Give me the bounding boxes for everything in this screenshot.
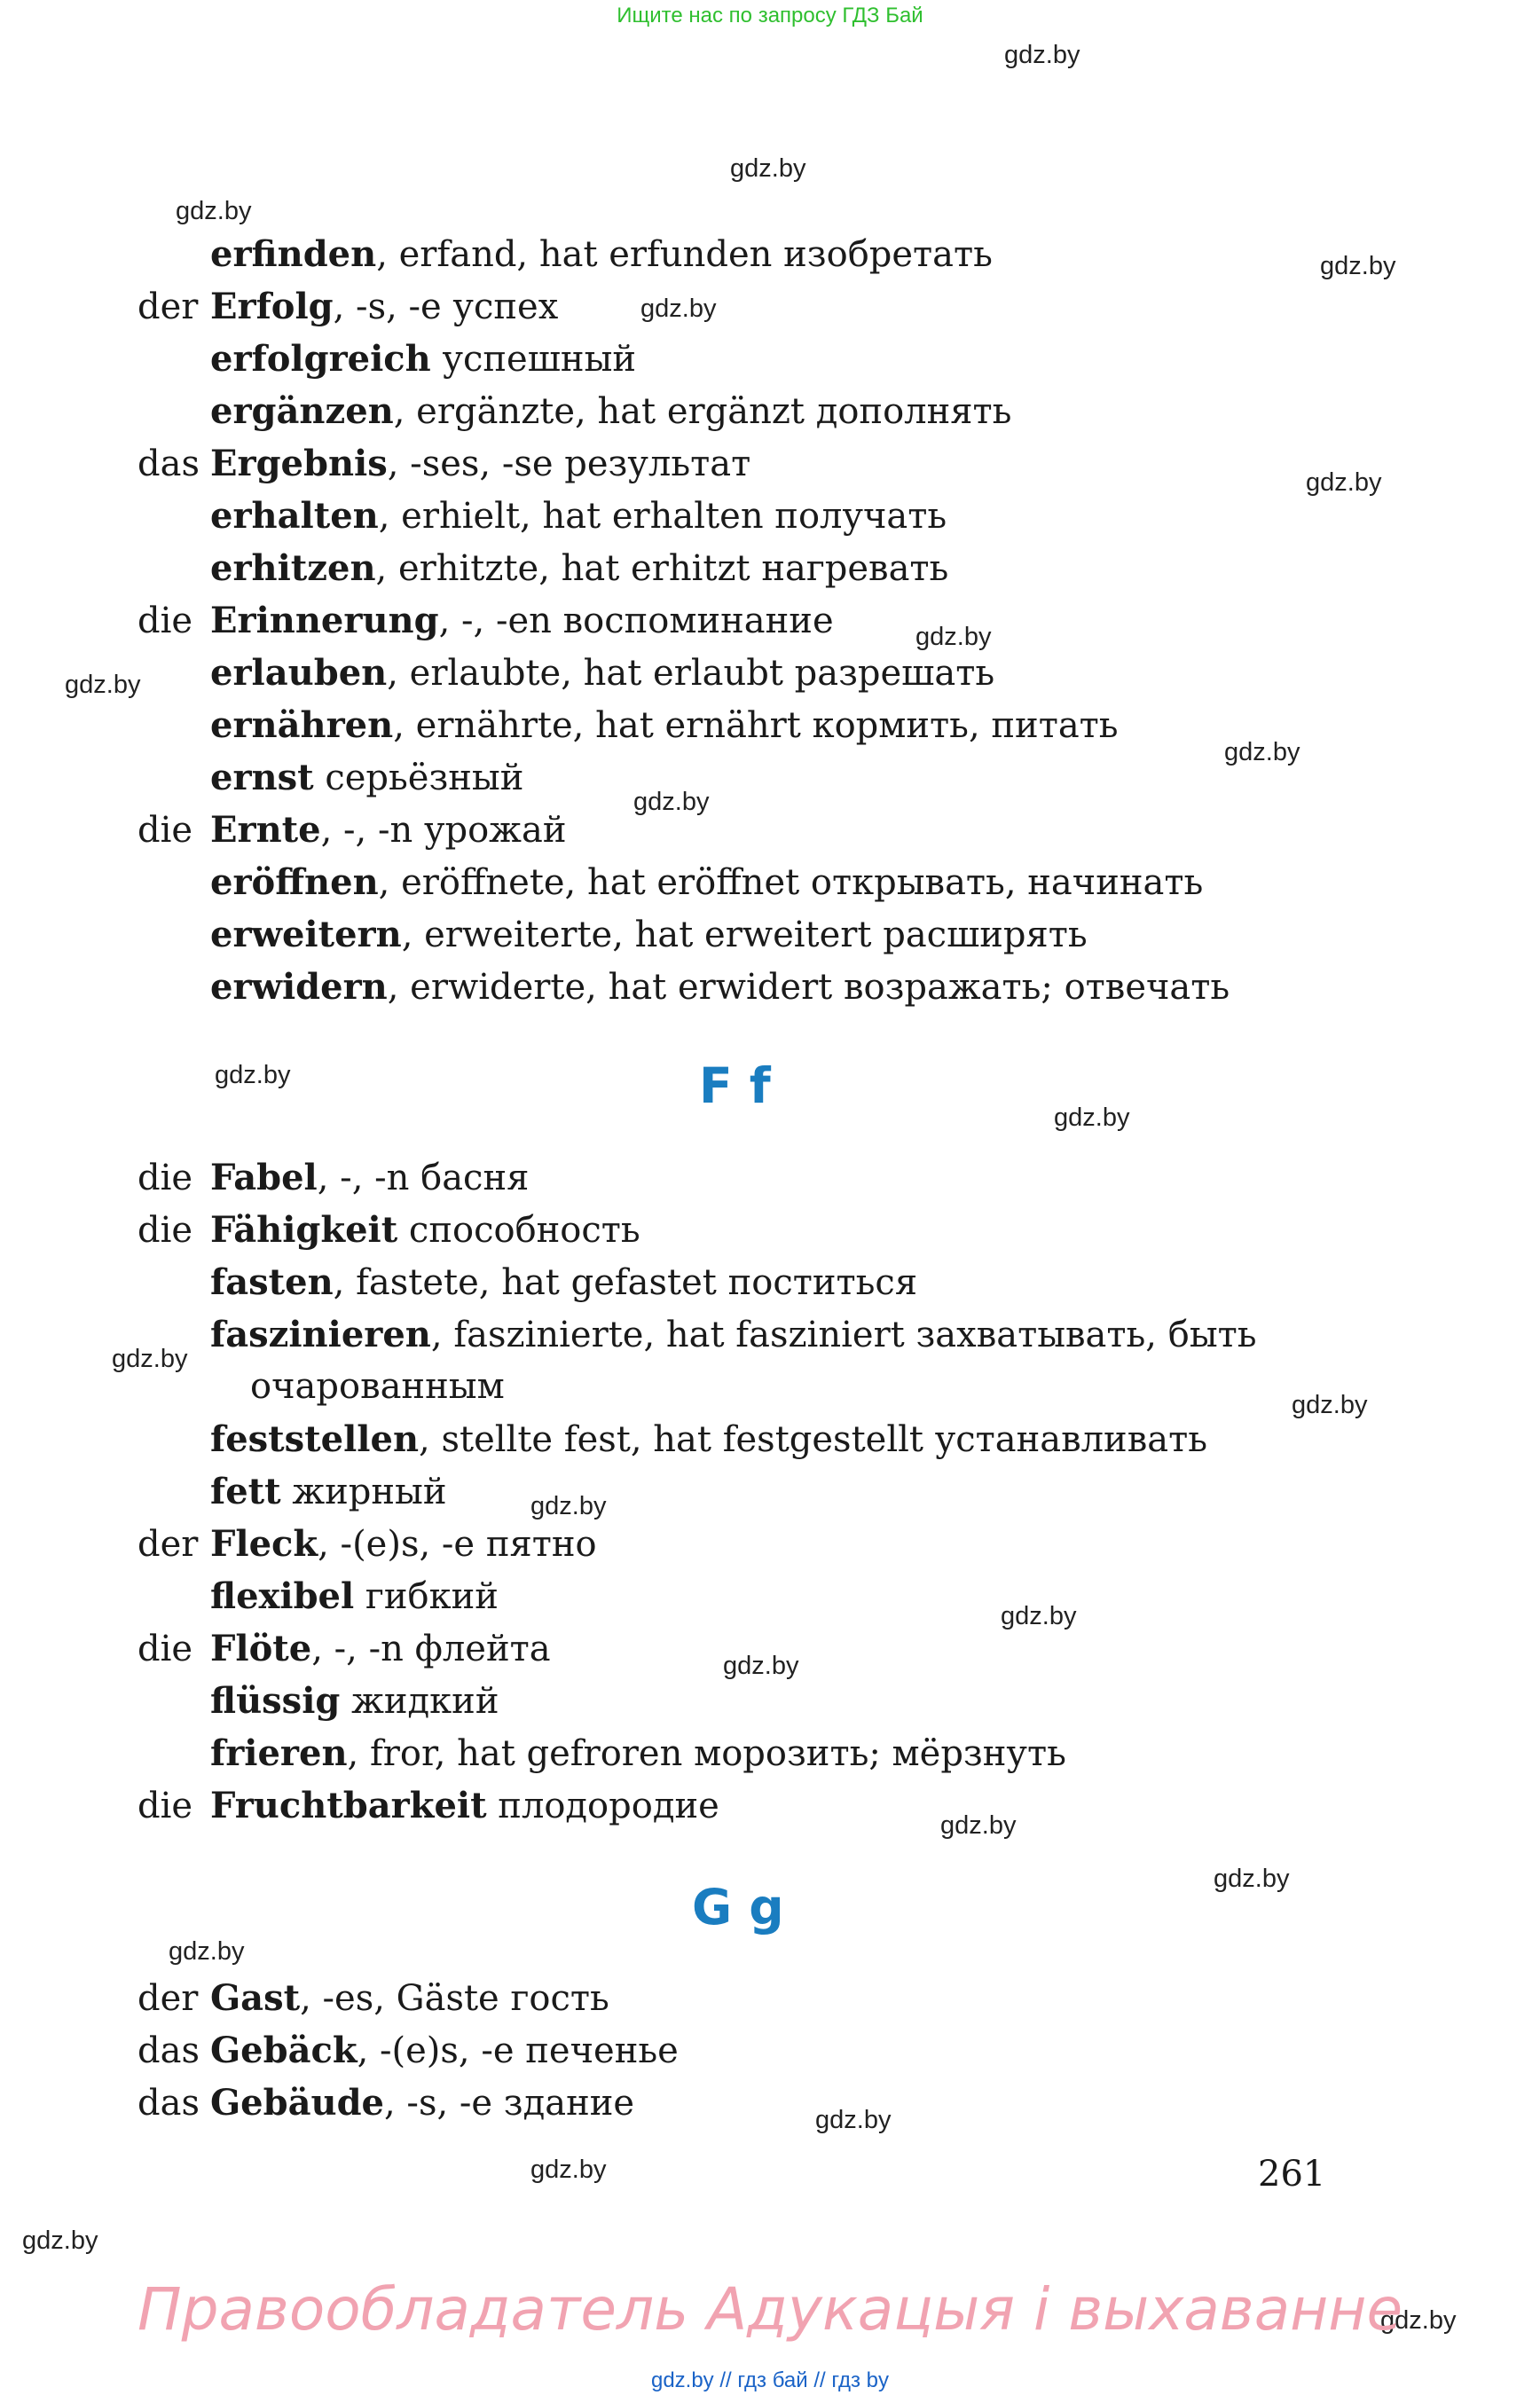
dictionary-entry: erfinden, erfand, hat erfunden изобретать [210, 233, 993, 275]
dictionary-entry: die Fruchtbarkeit плодородие [138, 1785, 719, 1826]
watermark: gdz.by [1224, 738, 1300, 766]
dictionary-entry: der Erfolg, -s, -e успех [138, 286, 559, 327]
dictionary-entry: die Flöte, -, -n флейта [138, 1628, 551, 1669]
dictionary-entry: erweitern, erweiterte, hat erweitert расширять [210, 914, 1088, 955]
watermark: gdz.by [730, 154, 806, 183]
dictionary-entry: das Gebäude, -s, -e здание [138, 2082, 635, 2124]
top-banner: Ищите нас по запросу ГДЗ Бай [617, 4, 923, 27]
copyright-notice: Правообладатель Адукацыя і выхаванне [137, 2275, 1403, 2344]
watermark: gdz.by [1380, 2306, 1457, 2335]
dictionary-entry: die Erinnerung, -, -en воспоминание [138, 600, 834, 641]
watermark: gdz.by [65, 671, 141, 699]
watermark: gdz.by [723, 1652, 799, 1680]
dictionary-entry: der Gast, -es, Gäste гость [138, 1977, 609, 2019]
watermark: gdz.by [22, 2226, 98, 2255]
watermark: gdz.by [1292, 1391, 1368, 1419]
dictionary-entry: flexibel гибкий [210, 1575, 499, 1617]
page-number: 261 [1258, 2154, 1326, 2195]
watermark: gdz.by [530, 2156, 607, 2184]
dictionary-entry: ergänzen, ergänzte, hat ergänzt дополнять [210, 390, 1012, 432]
watermark: gdz.by [530, 1492, 607, 1520]
watermark: gdz.by [915, 623, 992, 651]
dictionary-entry: fasten, fastete, hat gefastet поститься [210, 1261, 918, 1303]
dictionary-entry: der Fleck, -(e)s, -e пятно [138, 1523, 597, 1565]
watermark: gdz.by [1320, 252, 1396, 280]
dictionary-entry: feststellen, stellte fest, hat festgestellt устанавливать [210, 1418, 1207, 1460]
watermark: gdz.by [1001, 1602, 1077, 1630]
dictionary-entry: die Fabel, -, -n басня [138, 1157, 530, 1198]
dictionary-entry: erhalten, erhielt, hat erhalten получать [210, 495, 947, 537]
watermark: gdz.by [1214, 1865, 1290, 1893]
dictionary-entry: das Ergebnis, -ses, -se результат [138, 443, 751, 484]
dictionary-entry: faszinieren, faszinierte, hat fasziniert захватывать, быть [210, 1314, 1257, 1355]
watermark: gdz.by [1004, 41, 1080, 69]
dictionary-entry: fett жирный [210, 1471, 447, 1512]
watermark: gdz.by [1054, 1103, 1130, 1132]
letter-heading-g: G g [692, 1879, 784, 1936]
watermark: gdz.by [633, 788, 710, 816]
watermark: gdz.by [1306, 468, 1382, 497]
dictionary-entry: erwidern, erwiderte, hat erwidert возражать; отвечать [210, 966, 1230, 1008]
dictionary-entry: erfolgreich успешный [210, 338, 637, 380]
watermark: gdz.by [815, 2106, 892, 2134]
watermark: gdz.by [940, 1811, 1017, 1840]
dictionary-entry: erhitzen, erhitzte, hat erhitzt нагревать [210, 547, 949, 589]
dictionary-entry: die Ernte, -, -n урожай [138, 809, 567, 851]
watermark: gdz.by [169, 1937, 245, 1966]
footer-links[interactable]: gdz.by // гдз бай // гдз by [650, 2368, 890, 2392]
dictionary-entry: die Fähigkeit способность [138, 1209, 640, 1251]
dictionary-entry-continuation: очарованным [250, 1366, 505, 1407]
dictionary-entry: flüssig жидкий [210, 1680, 499, 1722]
dictionary-entry: das Gebäck, -(e)s, -e печенье [138, 2030, 679, 2071]
watermark: gdz.by [112, 1345, 188, 1373]
watermark: gdz.by [640, 294, 717, 323]
dictionary-entry: erlauben, erlaubte, hat erlaubt разрешать [210, 652, 995, 694]
letter-heading-f: F f [699, 1057, 771, 1114]
watermark: gdz.by [215, 1061, 291, 1089]
dictionary-entry: eröffnen, eröffnete, hat eröffnet открывать, начинать [210, 861, 1204, 903]
dictionary-entry: ernähren, ernährte, hat ernährt кормить, питать [210, 704, 1119, 746]
dictionary-entry: ernst серьёзный [210, 757, 524, 798]
dictionary-entry: frieren, fror, hat gefroren морозить; мёрзнуть [210, 1732, 1066, 1774]
watermark: gdz.by [176, 197, 252, 225]
